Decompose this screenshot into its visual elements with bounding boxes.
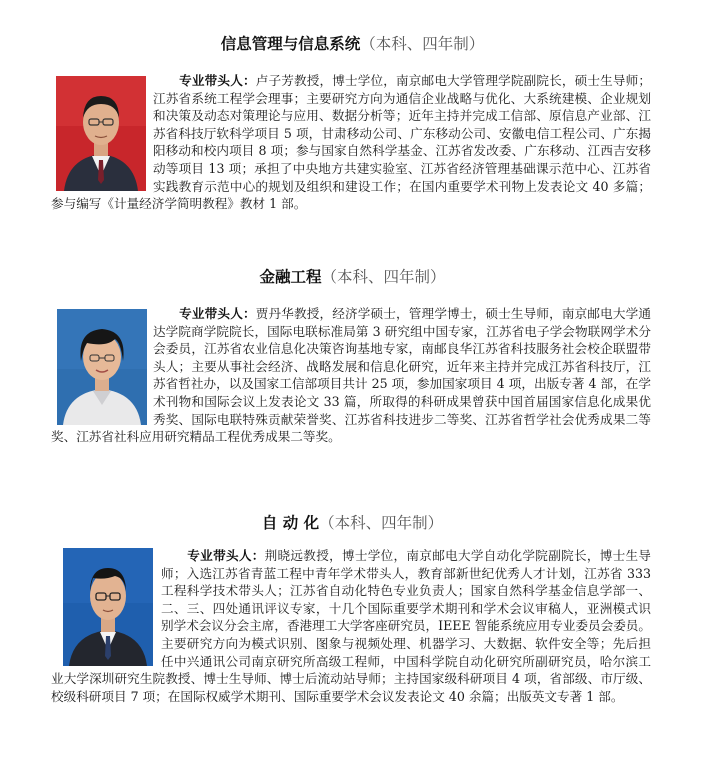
bio-lu-zifang [51, 72, 651, 213]
bio-jing-xiaoyuan [51, 547, 651, 705]
bio-jia-danhua [51, 305, 651, 446]
program-note: （本科、四年制） [321, 268, 446, 286]
bio-text: 荆晓远教授，博士学位，南京邮电大学自动化学院副院长，博士生导师；入选江苏省青蓝工程中青年学术带头人，教育部新世纪优秀人才计划，江苏省 333 工程科学技术带头人；江苏省自动化特色专业负责人；国家自然科学基金信息学部一、二、三、四处通讯评议专家，十几个国际重要学术期刊和学术会议审稿人，亚洲模式识别学术会议分会主席，香港理工大学客座研究员，IEEE 智能系统应用专业委员会委员。主要研究方向为模式识别、图象与视频处理、机器学习、大数据、软件安全等；先后担任中兴通讯公司南京研究所高级工程师，中国科学院自动化研究所副研究员，哈尔滨工业大学深圳研究生院教授、博士生导师、博士后流动站导师；主持国家级科研项目 4 项，省部级、市厅级、校级科研项目 7 项；在国际权威学术期刊、国际重要学术会议发表论文 40 余篇；出版英文专著 1 部。 [51, 548, 652, 704]
lead-label: 专业带头人： [187, 548, 265, 563]
program-note: （本科、四年制） [319, 514, 444, 532]
section-title-automation [0, 512, 705, 534]
lead-label: 专业带头人： [179, 73, 256, 88]
section-title-financial-engineering [0, 266, 705, 288]
major-name: 金融工程 [259, 268, 322, 286]
bio-text: 卢子芳教授，博士学位，南京邮电大学管理学院副院长，硕士生导师；江苏省系统工程学会理事；主要研究方向为通信企业战略与优化、大系统建模、企业规划和决策及动态对策理论与应用、数据分析等；近年主持并完成工信部、原信息产业部、江苏省科技厅软科学项目 5 项，甘肃移动公司、广东移动公司、安徽电信工程公司、广东揭阳移动和校内项目 8 项；参与国家自然科学基金、江苏省发改委、广东移动、江西吉安移动等项目 13 项；承担了中央地方共建实验室、江苏省经济管理基础课示范中心、江苏省实践教育示范中心的规划及组织和建设工作；在国内重要学术刊物上发表论文 40 多篇；参与编写《计量经济学简明教程》教材 1 部。 [51, 73, 652, 212]
bio-text: 贾丹华教授，经济学硕士，管理学博士，硕士生导师，南京邮电大学通达学院商学院院长，国际电联标准局第 3 研究组中国专家，江苏省电子学会物联网学术分会委员，江苏省农业信息化决策咨询基地专家，南邮良华江苏省科技服务社会校企联盟带头人；主要从事社会经济、战略发展和信息化研究，近年来主持并完成江苏省科技厅，江苏省哲社办，以及国家工信部项目共计 25 项，参加国家项目 4 项，出版专著 4 部，在学术刊物和国际会议上发表论文 33 篇，所取得的科研成果曾获中国首届国家信息化成果优秀奖、国际电联特殊贡献荣誉奖、江苏省科技进步二等奖、江苏省哲学社会优秀成果二等奖、江苏省社科应用研究精品工程优秀成果二等奖。 [51, 306, 652, 445]
lead-label: 专业带头人： [179, 306, 256, 321]
program-note: （本科、四年制） [360, 35, 485, 53]
major-name: 信息管理与信息系统 [220, 35, 361, 53]
major-name: 自 动 化 [261, 514, 320, 532]
section-title-info-management [0, 33, 705, 55]
